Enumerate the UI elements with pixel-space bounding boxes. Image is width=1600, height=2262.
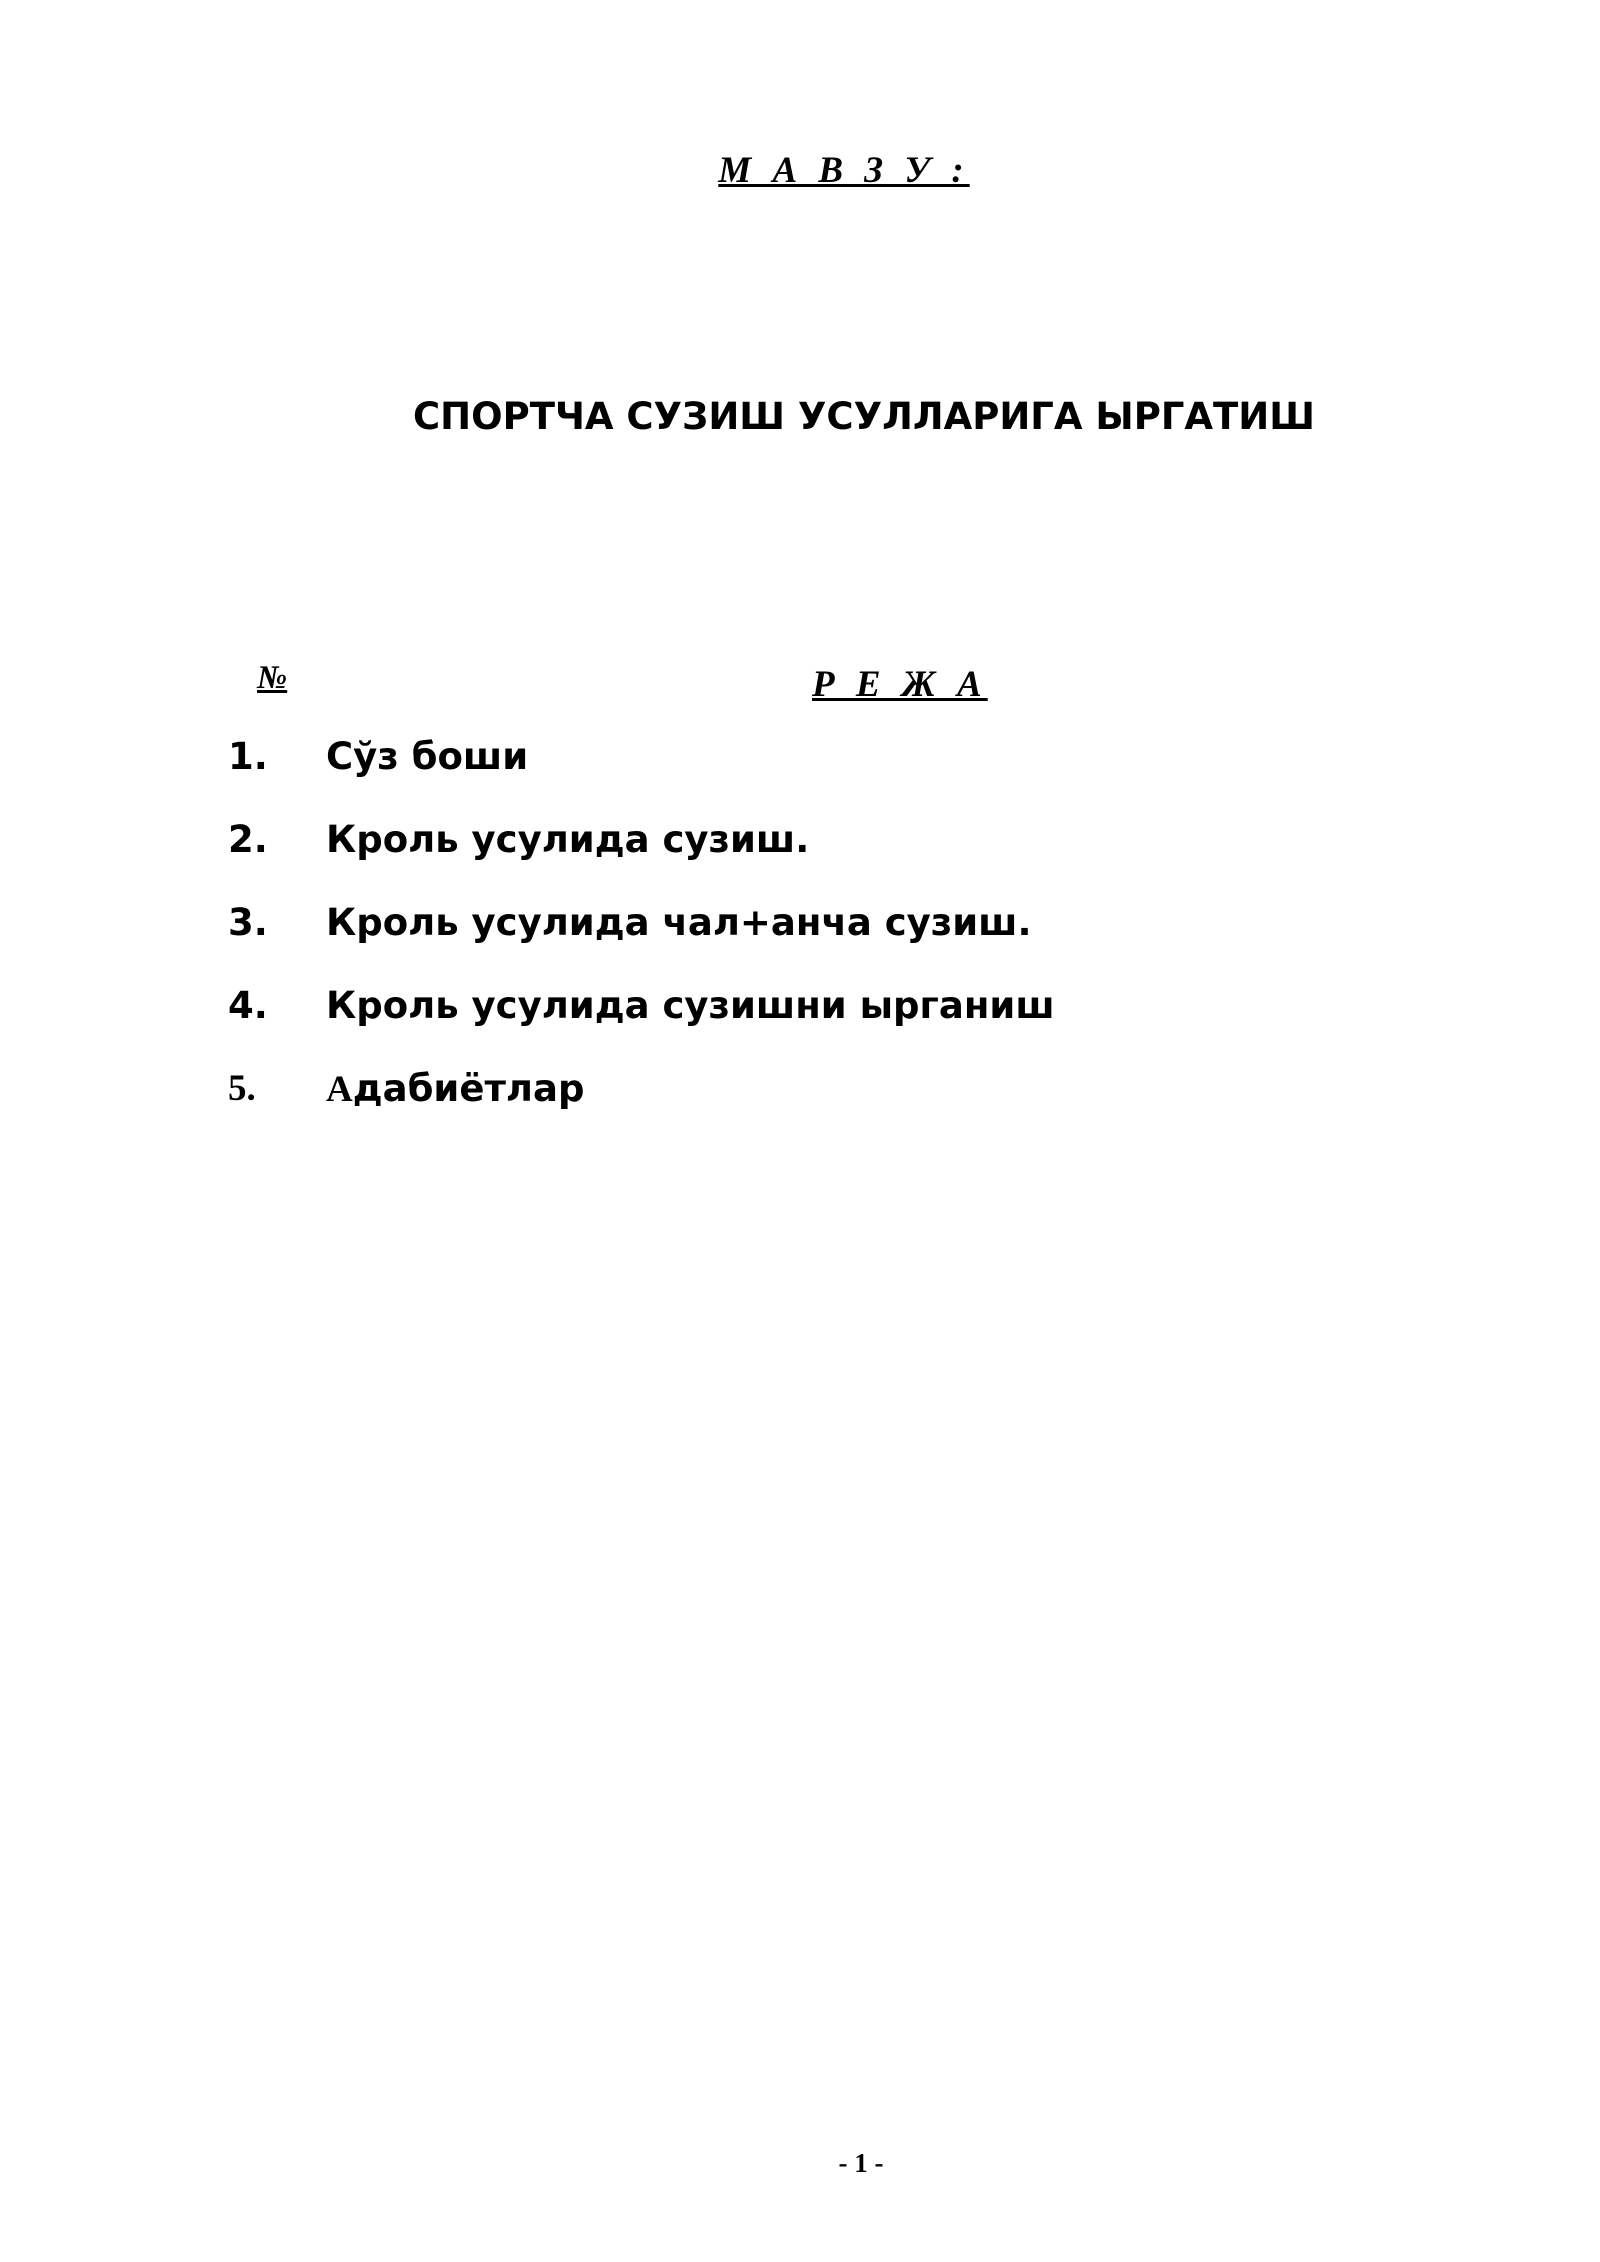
plan-item-2 [228, 817, 1428, 900]
plan-item-3 [228, 900, 1428, 983]
plan-item-text: Кроль усулида чал+анча сузиш. [326, 901, 1032, 944]
plan-item-number: 2. [228, 818, 268, 861]
plan-item-number: 3. [228, 901, 268, 944]
plan-item-number: 4. [228, 984, 268, 1027]
plan-item-number: 1. [228, 735, 268, 778]
plan-item-text: Сўз боши [326, 735, 529, 778]
plan-item-text [326, 1066, 584, 1113]
number-sign-header: № [257, 660, 288, 696]
plan-item-text-rest: дабиётлар [352, 1067, 585, 1110]
plan-heading: Р Е Ж А [812, 664, 988, 705]
plan-item-text: Кроль усулида сузиш. [326, 818, 810, 861]
plan-item-1 [228, 734, 1428, 817]
plan-item-5 [228, 1066, 1428, 1149]
page-number: - 1 - [838, 2148, 884, 2178]
plan-item-first-letter: А [326, 1069, 353, 1110]
topic-label: М А В З У : [718, 150, 970, 191]
document-title: СПОРТЧА СУЗИШ УСУЛЛАРИГА ЫРГАТИШ [413, 395, 1315, 438]
plan-item-4 [228, 983, 1428, 1066]
plan-item-number: 5. [228, 1068, 256, 1109]
plan-list [228, 734, 1428, 1149]
plan-item-text: Кроль усулида сузишни ырганиш [326, 984, 1055, 1027]
